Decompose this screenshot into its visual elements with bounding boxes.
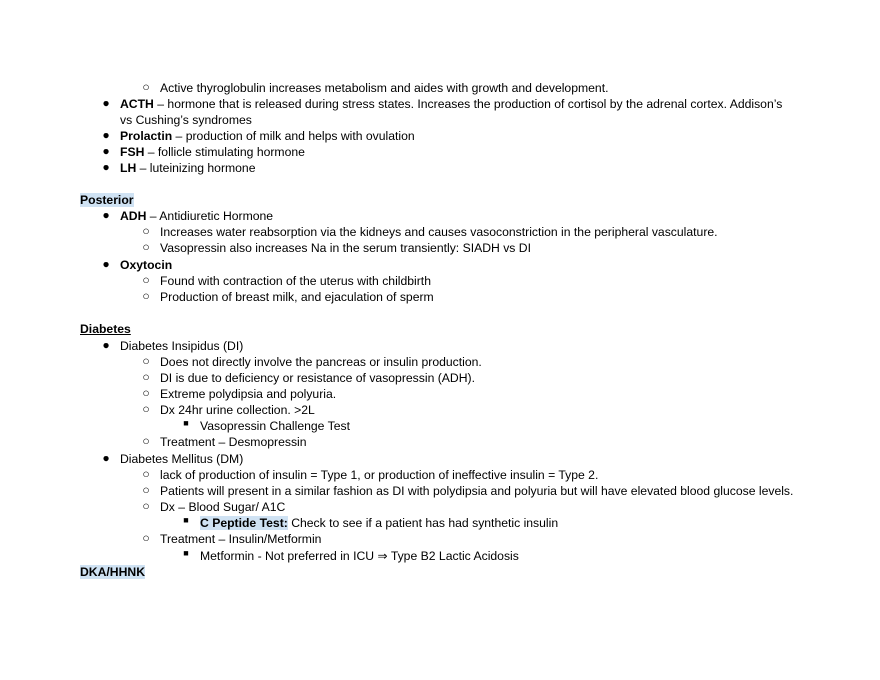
lh-text: – luteinizing hormone	[136, 161, 256, 175]
bullet-solid: ●	[102, 451, 110, 465]
bullet-hollow: ○	[142, 499, 150, 513]
posterior-heading	[80, 192, 134, 208]
di-sub-line-4a: Vasopressin Challenge Test	[200, 419, 350, 433]
adh-sub-line-1: Increases water reabsorption via the kidneys and causes vasoconstriction in the peripheral vasculature.	[160, 225, 718, 239]
oxytocin-term: Oxytocin	[120, 258, 173, 272]
diabetes-heading	[80, 321, 131, 337]
bullet-square: ■	[183, 418, 189, 428]
bullet-square: ■	[183, 548, 189, 558]
di-sub-line-1: Does not directly involve the pancreas or insulin production.	[160, 355, 482, 369]
prolactin-text: – production of milk and helps with ovulation	[172, 129, 415, 143]
cpeptide-line	[200, 515, 558, 531]
fsh-term: FSH	[120, 145, 145, 159]
dka-heading	[80, 564, 145, 580]
dm-sub-line-1: lack of production of insulin = Type 1, or production of ineffective insulin = Type 2.	[160, 468, 599, 482]
fsh-line	[120, 144, 305, 160]
diabetes-heading-text: Diabetes	[80, 322, 131, 336]
adh-term: ADH	[120, 209, 147, 223]
bullet-hollow: ○	[142, 467, 150, 481]
oxytocin-line	[120, 257, 172, 273]
bullet-hollow: ○	[142, 386, 150, 400]
bullet-hollow: ○	[142, 434, 150, 448]
bullet-hollow: ○	[142, 483, 150, 497]
acth-continuation: vs Cushing’s syndromes	[120, 113, 252, 127]
bullet-solid: ●	[102, 257, 110, 271]
dm-sub-line-3: Dx – Blood Sugar/ A1C	[160, 500, 286, 514]
adh-text: – Antidiuretic Hormone	[146, 209, 274, 223]
bullet-hollow: ○	[142, 402, 150, 416]
bullet-hollow: ○	[142, 80, 150, 94]
lh-term: LH	[120, 161, 137, 175]
bullet-hollow: ○	[142, 273, 150, 287]
prolactin-line	[120, 128, 415, 144]
bullet-solid: ●	[102, 96, 110, 110]
lh-line	[120, 160, 256, 176]
adh-sub-line-2: Vasopressin also increases Na in the serum transiently: SIADH vs DI	[160, 241, 531, 255]
dm-sub-line-4: Treatment – Insulin/Metformin	[160, 532, 322, 546]
oxytocin-sub-line-1: Found with contraction of the uterus with childbirth	[160, 274, 431, 288]
dka-heading-text: DKA/HHNK	[80, 565, 145, 579]
dm-line: Diabetes Mellitus (DM)	[120, 452, 244, 466]
bullet-hollow: ○	[142, 354, 150, 368]
thyroglobulin-line: Active thyroglobulin increases metabolism and aides with growth and development.	[160, 81, 609, 95]
bullet-square: ■	[183, 515, 189, 525]
bullet-solid: ●	[102, 208, 110, 222]
di-sub-line-3: Extreme polydipsia and polyuria.	[160, 387, 337, 401]
bullet-hollow: ○	[142, 240, 150, 254]
bullet-hollow: ○	[142, 224, 150, 238]
fsh-text: – follicle stimulating hormone	[144, 145, 305, 159]
bullet-hollow: ○	[142, 370, 150, 384]
prolactin-term: Prolactin	[120, 129, 173, 143]
di-line: Diabetes Insipidus (DI)	[120, 339, 244, 353]
oxytocin-sub-line-2: Production of breast milk, and ejaculation of sperm	[160, 290, 434, 304]
dm-sub-line-2: Patients will present in a similar fashion as DI with polydipsia and polyuria but will have elevated blood glucose levels.	[160, 484, 794, 498]
bullet-solid: ●	[102, 160, 110, 174]
posterior-heading-text: Posterior	[80, 193, 134, 207]
di-sub-line-5: Treatment – Desmopressin	[160, 435, 307, 449]
adh-line	[120, 208, 273, 224]
bullet-solid: ●	[102, 338, 110, 352]
acth-text: – hormone that is released during stress states. Increases the production of cortisol by the adrenal cortex. Addison’s	[153, 97, 783, 111]
acth-term: ACTH	[120, 97, 154, 111]
di-sub-line-2: DI is due to deficiency or resistance of vasopressin (ADH).	[160, 371, 475, 385]
acth-line	[120, 96, 782, 112]
di-sub-line-4: Dx 24hr urine collection. >2L	[160, 403, 315, 417]
metformin-line: Metformin - Not preferred in ICU ⇒ Type B2 Lactic Acidosis	[200, 549, 519, 563]
bullet-hollow: ○	[142, 531, 150, 545]
cpeptide-text: Check to see if a patient has had synthetic insulin	[287, 516, 559, 530]
cpeptide-term: C Peptide Test:	[200, 516, 288, 530]
bullet-solid: ●	[102, 144, 110, 158]
bullet-hollow: ○	[142, 289, 150, 303]
bullet-solid: ●	[102, 128, 110, 142]
